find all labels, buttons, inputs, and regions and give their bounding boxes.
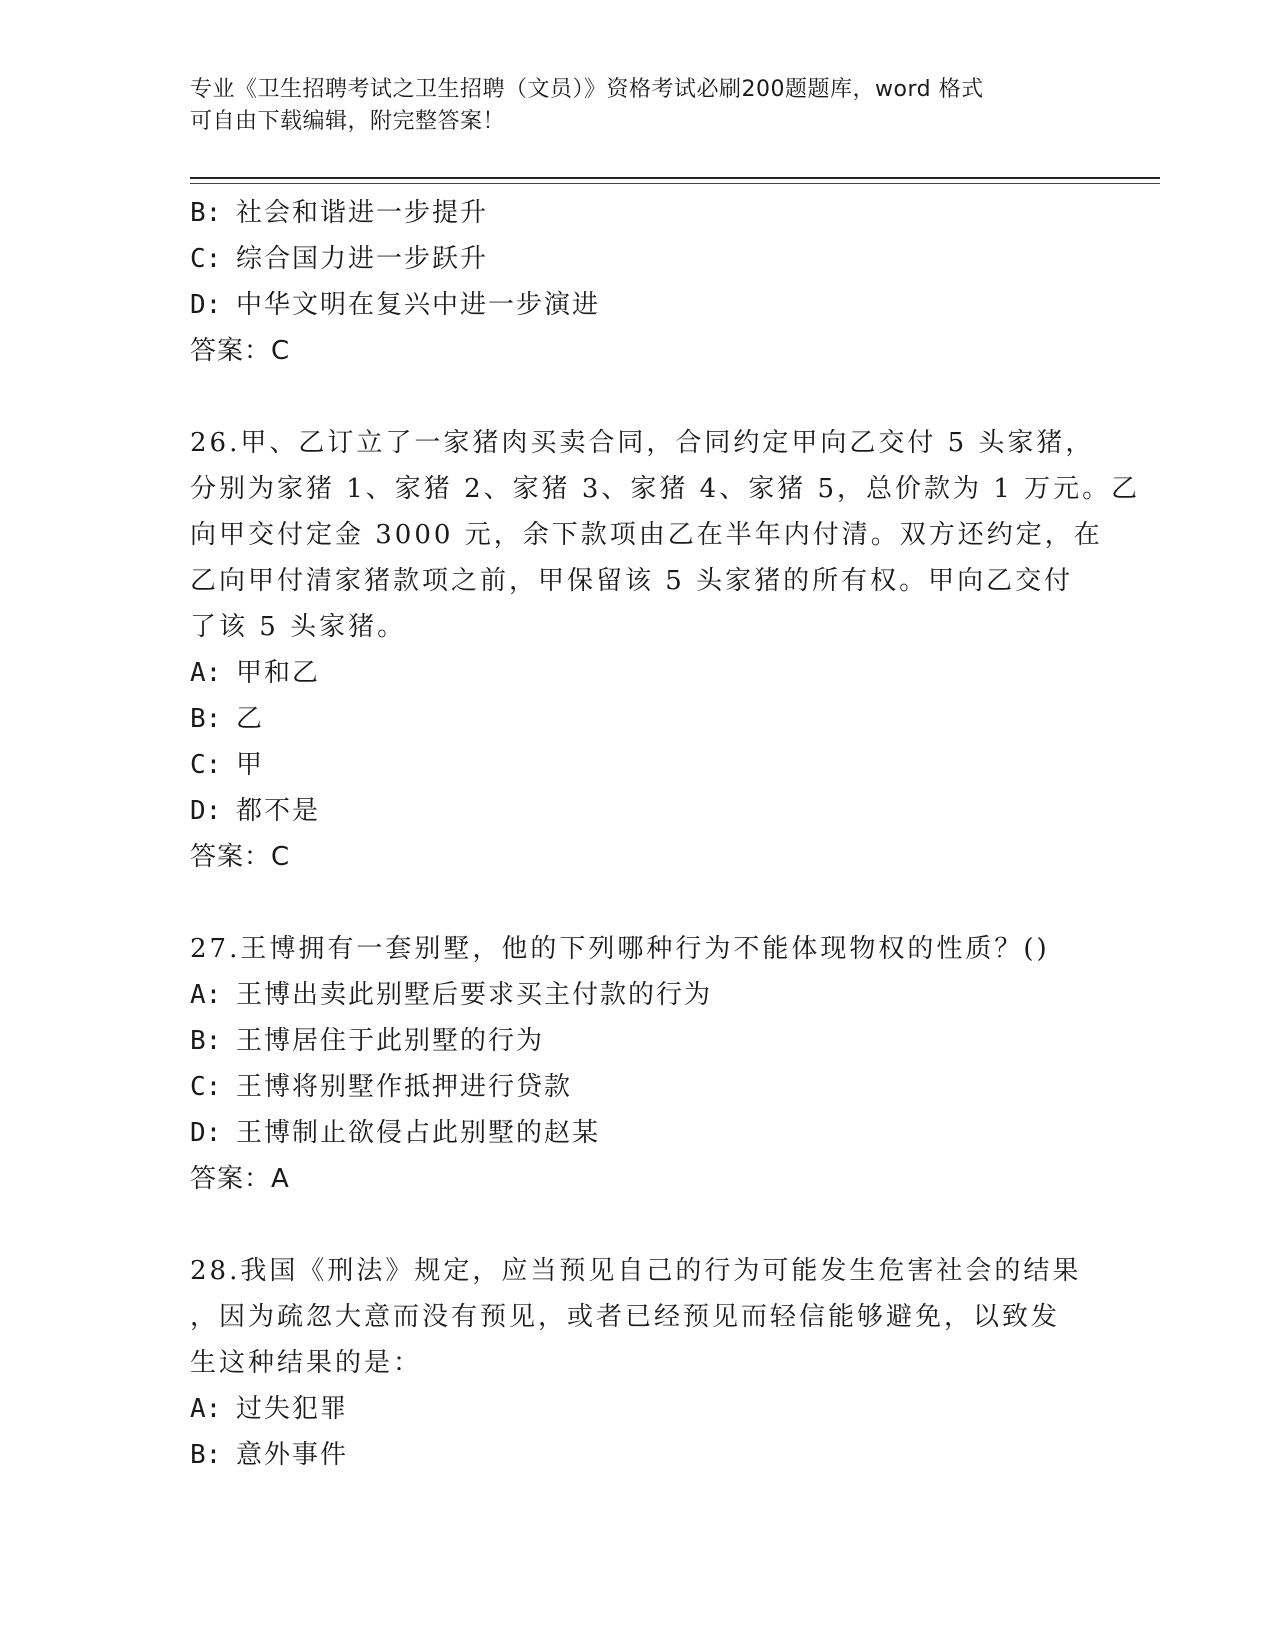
question-text-line: 乙向甲付清家猪款项之前，甲保留该 5 头家猪的所有权。甲向乙交付: [190, 566, 1074, 596]
option-letter: C:: [190, 244, 222, 274]
option-text: 过失犯罪: [236, 1394, 349, 1424]
spacer: [190, 1202, 1090, 1248]
option-text: 意外事件: [236, 1440, 349, 1470]
option-text: 王博将别墅作抵押进行贷款: [236, 1072, 573, 1102]
question-28: [190, 1248, 1090, 1478]
option-b: [190, 1432, 1090, 1478]
option-text: 都不是: [236, 796, 321, 826]
option-text: 王博出卖此别墅后要求买主付款的行为: [236, 980, 713, 1010]
question-text-line: 向甲交付定金 3000 元，余下款项由乙在半年内付清。双方还约定，在: [190, 520, 1103, 550]
option-text: 甲: [236, 750, 265, 780]
question-text-line: 生这种结果的是：: [190, 1348, 423, 1378]
header-line-2: 可自由下载编辑，附完整答案！: [190, 109, 506, 134]
spacer: [190, 880, 1090, 926]
option-a: [190, 1386, 1090, 1432]
spacer: [190, 374, 1090, 420]
option-b: [190, 190, 1090, 236]
option-letter: A:: [190, 658, 222, 688]
option-letter: D:: [190, 1118, 222, 1148]
question-text-line: 了该 5 头家猪。: [190, 612, 407, 642]
option-letter: B:: [190, 198, 222, 228]
option-text: 王博制止欲侵占此别墅的赵某: [236, 1118, 601, 1148]
option-text: 甲和乙: [236, 658, 321, 688]
question-26: [190, 420, 1141, 880]
answer-line: 答案：C: [190, 842, 291, 872]
option-a: [190, 650, 1090, 696]
option-text: 社会和谐进一步提升: [236, 198, 489, 228]
option-d: [190, 788, 1090, 834]
option-letter: C:: [190, 1072, 222, 1102]
option-letter: B:: [190, 1440, 222, 1470]
option-text: 王博居住于此别墅的行为: [236, 1026, 545, 1056]
option-c: [190, 1064, 1090, 1110]
option-letter: A:: [190, 980, 222, 1010]
option-text: 中华文明在复兴中进一步演进: [236, 290, 601, 320]
option-d: [190, 282, 1090, 328]
question-text-line: 26.甲、乙订立了一家猪肉买卖合同，合同约定甲向乙交付 5 头家猪，: [190, 428, 1095, 458]
answer-line: 答案：C: [190, 336, 291, 366]
question-25-tail: [190, 190, 1090, 374]
answer-line: 答案：A: [190, 1164, 290, 1194]
option-letter: C:: [190, 750, 222, 780]
option-b: [190, 1018, 1090, 1064]
option-letter: B:: [190, 704, 222, 734]
option-text: 乙: [236, 704, 265, 734]
option-letter: D:: [190, 796, 222, 826]
option-d: [190, 1110, 1090, 1156]
question-text-line: 27.王博拥有一套别墅，他的下列哪种行为不能体现物权的性质？(): [190, 934, 1050, 964]
option-b: [190, 696, 1090, 742]
header-divider-thick: [190, 177, 1160, 179]
option-letter: A:: [190, 1394, 222, 1424]
option-a: [190, 972, 1090, 1018]
option-c: [190, 236, 1090, 282]
option-letter: D:: [190, 290, 222, 320]
option-c: [190, 742, 1090, 788]
option-letter: B:: [190, 1026, 222, 1056]
question-text-line: 28.我国《刑法》规定，应当预见自己的行为可能发生危害社会的结果: [190, 1256, 1082, 1286]
question-content: [190, 190, 1141, 1478]
header-line-1: 专业《卫生招聘考试之卫生招聘（文员）》资格考试必刷200题题库，word 格式: [190, 77, 984, 102]
question-27: [190, 926, 1090, 1202]
option-text: 综合国力进一步跃升: [236, 244, 489, 274]
question-text-line: 分别为家猪 1、家猪 2、家猪 3、家猪 4、家猪 5，总价款为 1 万元。乙: [190, 474, 1141, 504]
question-text-line: ，因为疏忽大意而没有预见，或者已经预见而轻信能够避免，以致发: [190, 1302, 1061, 1332]
header-divider-thin: [190, 183, 1160, 184]
document-header: [190, 74, 1090, 138]
